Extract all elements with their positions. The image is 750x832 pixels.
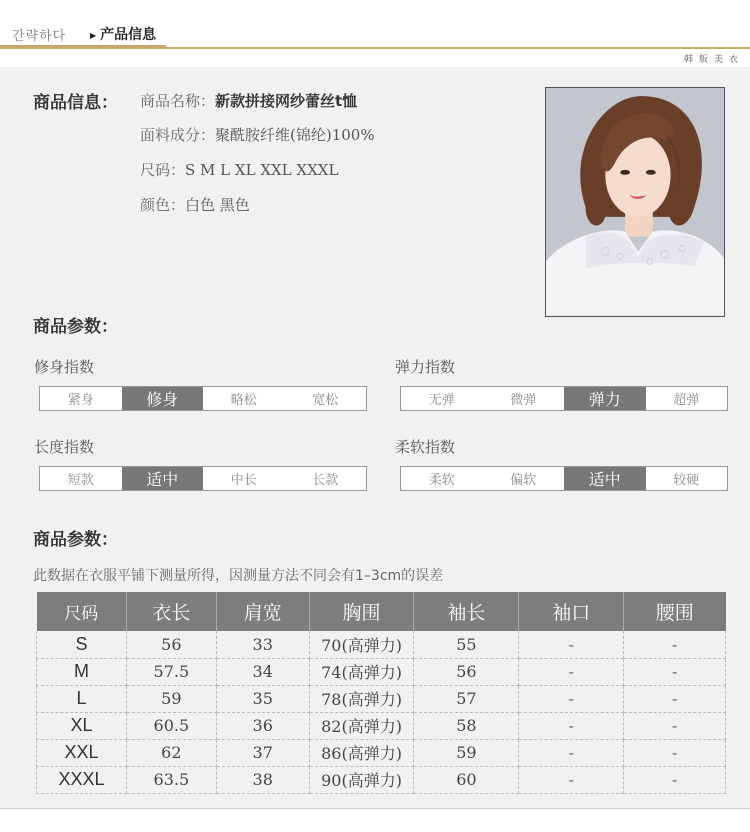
table-cell: 60.5 bbox=[126, 712, 216, 739]
header-cell: 胸围 bbox=[309, 592, 414, 631]
table-cell: 86(高弹力) bbox=[309, 739, 414, 766]
table-cell: - bbox=[624, 766, 726, 793]
table-cell: - bbox=[624, 739, 726, 766]
table-row bbox=[37, 712, 726, 739]
size-line bbox=[140, 159, 338, 180]
product-name-line bbox=[140, 90, 357, 111]
elasticity-index-scale bbox=[400, 386, 728, 411]
model-photo bbox=[545, 87, 725, 317]
product-name-value: 新款拼接网纱蕾丝t恤 bbox=[215, 92, 358, 110]
table-cell: - bbox=[519, 739, 624, 766]
size-table bbox=[36, 592, 726, 794]
header-cell: 尺码 bbox=[37, 592, 127, 631]
scale-option: 宽松 bbox=[312, 393, 339, 408]
table-cell: 62 bbox=[126, 739, 216, 766]
color-label: 颜色： bbox=[140, 196, 186, 214]
scale-option: 偏软 bbox=[510, 473, 537, 488]
table-cell: XXXL bbox=[37, 766, 127, 793]
table-cell: - bbox=[519, 685, 624, 712]
elasticity-index-label: 弹力指数 bbox=[395, 358, 456, 376]
fit-index-scale bbox=[39, 386, 367, 411]
header-cell: 肩宽 bbox=[216, 592, 309, 631]
scale-option: 微弹 bbox=[510, 393, 537, 408]
header-cell: 袖口 bbox=[519, 592, 624, 631]
bottom-divider bbox=[0, 808, 750, 809]
tab-product-info-label: 产品信息 bbox=[100, 27, 157, 43]
scale-option: 弹力 bbox=[564, 387, 646, 410]
table-cell: 90(高弹力) bbox=[309, 766, 414, 793]
table-cell: 70(高弹力) bbox=[309, 631, 414, 658]
table-cell: 35 bbox=[216, 685, 309, 712]
table-cell: - bbox=[624, 631, 726, 658]
table-cell: 78(高弹力) bbox=[309, 685, 414, 712]
table-cell: 59 bbox=[126, 685, 216, 712]
brand-label: 韩版美衣 bbox=[683, 55, 744, 65]
length-index-scale bbox=[39, 466, 367, 491]
scale-option: 适中 bbox=[564, 467, 646, 490]
color-line bbox=[140, 194, 250, 215]
table-cell: L bbox=[37, 685, 127, 712]
size-table-title: 商品参数： bbox=[33, 530, 118, 550]
tab-korean[interactable]: 간략하다 bbox=[12, 29, 67, 44]
table-cell: 82(高弹力) bbox=[309, 712, 414, 739]
product-name-label: 商品名称： bbox=[140, 92, 216, 110]
fabric-line bbox=[140, 124, 375, 145]
top-bar bbox=[0, 0, 750, 50]
table-cell: S bbox=[37, 631, 127, 658]
table-cell: 38 bbox=[216, 766, 309, 793]
table-cell: - bbox=[519, 658, 624, 685]
table-cell: - bbox=[624, 685, 726, 712]
header-cell: 衣长 bbox=[126, 592, 216, 631]
scale-option: 适中 bbox=[122, 467, 204, 490]
table-cell: - bbox=[519, 631, 624, 658]
scale-option: 超弹 bbox=[673, 393, 700, 408]
header-cell: 腰围 bbox=[624, 592, 726, 631]
params-title: 商品参数： bbox=[33, 317, 118, 337]
table-cell: 56 bbox=[126, 631, 216, 658]
fabric-label: 面料成分： bbox=[140, 126, 216, 144]
scale-option: 长款 bbox=[312, 473, 339, 488]
table-row bbox=[37, 766, 726, 793]
softness-index-scale bbox=[400, 466, 728, 491]
scale-option: 短款 bbox=[67, 473, 94, 488]
table-cell: 33 bbox=[216, 631, 309, 658]
table-cell: 34 bbox=[216, 658, 309, 685]
table-cell: - bbox=[519, 766, 624, 793]
table-cell: 60 bbox=[414, 766, 519, 793]
table-cell: 63.5 bbox=[126, 766, 216, 793]
header-cell: 袖长 bbox=[414, 592, 519, 631]
tab-product-info[interactable] bbox=[90, 24, 156, 44]
table-cell: 55 bbox=[414, 631, 519, 658]
table-cell: - bbox=[624, 712, 726, 739]
table-cell: 59 bbox=[414, 739, 519, 766]
caret-right-icon: ▶ bbox=[90, 30, 97, 40]
table-cell: XL bbox=[37, 712, 127, 739]
fabric-value: 聚酰胺纤维(锦纶)100% bbox=[215, 126, 375, 144]
table-row bbox=[37, 685, 726, 712]
scale-option: 略松 bbox=[230, 393, 257, 408]
product-info-title: 商品信息： bbox=[33, 93, 118, 113]
table-cell: 57 bbox=[414, 685, 519, 712]
scale-option: 修身 bbox=[122, 387, 204, 410]
color-value: 白色 黑色 bbox=[185, 196, 250, 214]
softness-index-label: 柔软指数 bbox=[395, 438, 456, 456]
length-index-label: 长度指数 bbox=[34, 438, 95, 456]
table-cell: 57.5 bbox=[126, 658, 216, 685]
table-cell: - bbox=[624, 658, 726, 685]
size-value: S M L XL XXL XXXL bbox=[185, 161, 339, 179]
table-cell: M bbox=[37, 658, 127, 685]
scale-option: 紧身 bbox=[67, 393, 94, 408]
table-cell: 74(高弹力) bbox=[309, 658, 414, 685]
size-table-header-row bbox=[37, 592, 726, 631]
table-cell: 36 bbox=[216, 712, 309, 739]
table-cell: - bbox=[519, 712, 624, 739]
table-cell: 56 bbox=[414, 658, 519, 685]
table-row bbox=[37, 631, 726, 658]
fit-index-label: 修身指数 bbox=[34, 358, 95, 376]
table-cell: XXL bbox=[37, 739, 127, 766]
size-label: 尺码： bbox=[140, 161, 186, 179]
table-row bbox=[37, 739, 726, 766]
table-row bbox=[37, 658, 726, 685]
header-divider bbox=[0, 47, 750, 49]
scale-option: 中长 bbox=[230, 473, 257, 488]
scale-option: 柔软 bbox=[428, 473, 455, 488]
table-cell: 58 bbox=[414, 712, 519, 739]
measurement-note: 此数据在衣服平铺下测量所得，因测量方法不同会有1–3cm的误差 bbox=[33, 568, 444, 584]
scale-option: 较硬 bbox=[673, 473, 700, 488]
scale-option: 无弹 bbox=[428, 393, 455, 408]
table-cell: 37 bbox=[216, 739, 309, 766]
